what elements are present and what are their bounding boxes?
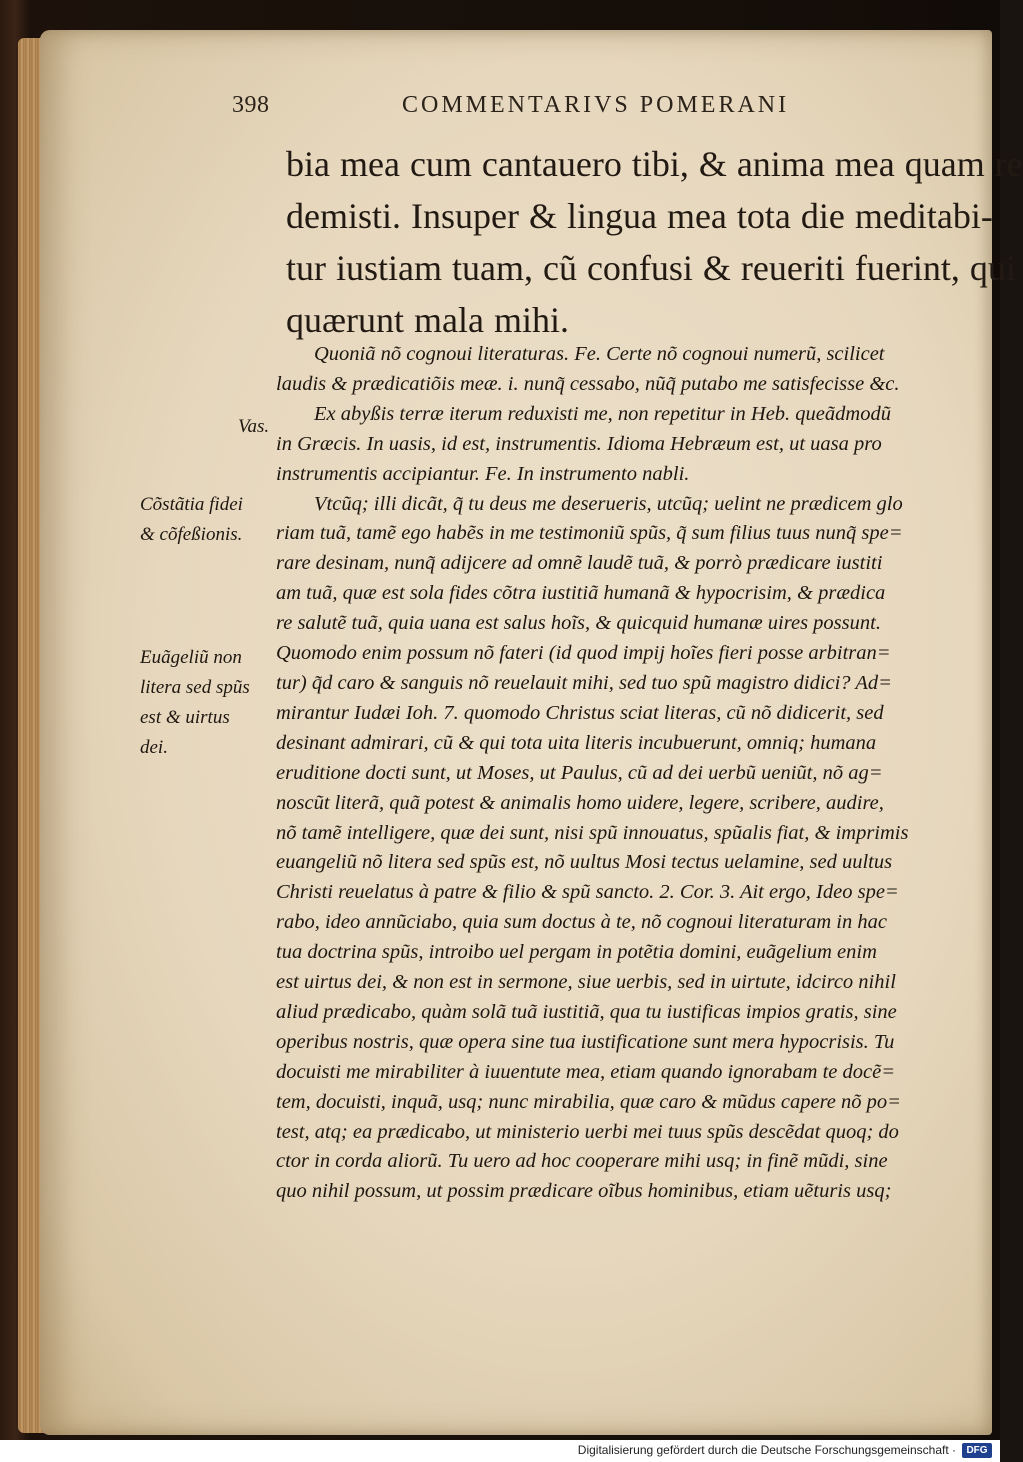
commentary-line: mirantur Iudæi Ioh. 7. quomodo Christus sciat literas, cũ nõ didicerit, sed — [276, 701, 884, 724]
commentary-line: tur) q̃d caro & sanguis nõ reuelauit mihi, sed tuo spũ magistro didici? Ad= — [276, 671, 892, 694]
margin-line: litera sed spũs — [140, 677, 250, 698]
footer-bar — [0, 1440, 1000, 1462]
lead-line: quærunt mala mihi. — [286, 300, 569, 340]
commentary-line: quo nihil possum, ut possim prædicare oĩbus hominibus, etiam uẽturis usq; — [276, 1180, 892, 1203]
commentary-line: operibus nostris, quæ opera sine tua iustificatione sunt mera hypocrisis. Tu — [276, 1030, 895, 1053]
page-header — [232, 92, 932, 132]
commentary-line: est uirtus dei, & non est in sermone, siue uerbis, sed in uirtute, idcirco nihil — [276, 971, 896, 994]
commentary-line: ctor in corda aliorũ. Tu uero ad hoc cooperare mihi usq; in finẽ mũdi, sine — [276, 1150, 888, 1173]
commentary-line: rabo, ideo annũciabo, quia sum doctus à te, nõ cognoui literaturam in hac — [276, 911, 887, 934]
commentary-text — [276, 340, 942, 1207]
commentary-line: am tuã, quæ est sola fides cõtra iustitiã humanã & hypocrisim, & prædica — [276, 582, 886, 605]
commentary-line: docuisti me mirabiliter à iuuentute mea, etiam quando ignorabam te docẽ= — [276, 1060, 896, 1083]
margin-note-euangelium — [140, 643, 280, 763]
dfg-logo[interactable]: DFG — [962, 1443, 992, 1458]
page-number: 398 — [232, 92, 270, 118]
commentary-line: instrumentis accipiantur. Fe. In instrumento nabli. — [276, 462, 690, 485]
commentary-line: laudis & prædicatiõis meæ. i. nunq̃ cessabo, nũq̃ putabo me satisfecisse &c. — [276, 372, 900, 395]
lead-text — [286, 138, 1023, 346]
commentary-line: Ex abyßis terræ iterum reduxisti me, non repetitur in Heb. queãdmodũ — [314, 402, 891, 425]
commentary-line: Christi reuelatus à patre & filio & spũ sancto. 2. Cor. 3. Ait ergo, Ideo spe= — [276, 881, 899, 904]
commentary-line: rare desinam, nunq̃ adijcere ad omnẽ laudẽ tuã, & porrò prædicare iustiti — [276, 552, 883, 575]
commentary-line: euangeliũ nõ litera sed spũs est, nõ uultus Mosi tectus uelamine, sed uultus — [276, 851, 893, 874]
commentary-line: test, atq; ea prædicabo, ut ministerio uerbi mei tuus spũs descẽdat quoq; do — [276, 1120, 899, 1143]
commentary-line: riam tuã, tamẽ ego habẽs in me testimoniũ spũs, q̃ sum filius tuus nunq̃ spe= — [276, 522, 903, 545]
commentary-line: Quoniã nõ cognoui literaturas. Fe. Certe nõ cognoui numerũ, scilicet — [314, 343, 885, 365]
margin-note-vas — [238, 412, 378, 442]
lead-line: bia mea cum cantauero tibi, & anima mea quam re — [286, 144, 1023, 184]
margin-line: Cõstãtia fidei — [140, 494, 243, 515]
commentary-line: nõ tamẽ intelligere, quæ dei sunt, nisi spũ innouatus, spũalis fiat, & imprimis — [276, 821, 909, 844]
margin-line: dei. — [140, 737, 168, 758]
margin-note-constantia — [140, 490, 280, 550]
commentary-line: Quomodo enim possum nõ fateri (id quod impij hoĩes fieri posse arbitran= — [276, 642, 891, 665]
commentary-line: tem, docuisti, inquã, usq; nunc mirabilia, quæ caro & mũdus capere nõ po= — [276, 1090, 901, 1113]
margin-line: Vas. — [238, 416, 270, 437]
lead-line: tur iustiam tuam, cũ confusi & reueriti fuerint, qui — [286, 248, 1016, 288]
commentary-line: noscũt literã, quã potest & animalis homo uidere, legere, scribere, audire, — [276, 791, 884, 814]
margin-line: Euãgeliũ non — [140, 647, 242, 668]
margin-line: est & uirtus — [140, 707, 230, 728]
commentary-line: Vtcũq; illi dicãt, q̃ tu deus me deserueris, utcũq; uelint ne prædicem glo — [314, 492, 903, 515]
commentary-line: eruditione docti sunt, ut Moses, ut Paulus, cũ ad dei uerbũ ueniũt, nõ ag= — [276, 761, 883, 784]
funding-notice: Digitalisierung gefördert durch die Deutsche Forschungsgemeinschaft · — [577, 1443, 956, 1457]
margin-line: & cõfeßionis. — [140, 524, 243, 545]
commentary-line: aliud prædicabo, quàm solã tuã iustitiã, qua tu iustificas impios gratis, sine — [276, 1000, 897, 1023]
commentary-line: tua doctrina spũs, introibo uel pergam in potẽtia domini, euãgelium enim — [276, 941, 877, 964]
commentary-line: in Græcis. In uasis, id est, instrumentis. Idioma Hebræum est, ut uasa pro — [276, 432, 882, 455]
running-title: COMMENTARIVS POMERANI — [402, 92, 790, 118]
commentary-line: desinant admirari, cũ & qui tota uita literis incubuerunt, omniq; humana — [276, 731, 877, 754]
commentary-line: re salutẽ tuã, quia uana est salus hoĩs, & quicquid humanæ uires possunt. — [276, 612, 881, 635]
lead-line: demisti. Insuper & lingua mea tota die meditabi- — [286, 196, 993, 236]
